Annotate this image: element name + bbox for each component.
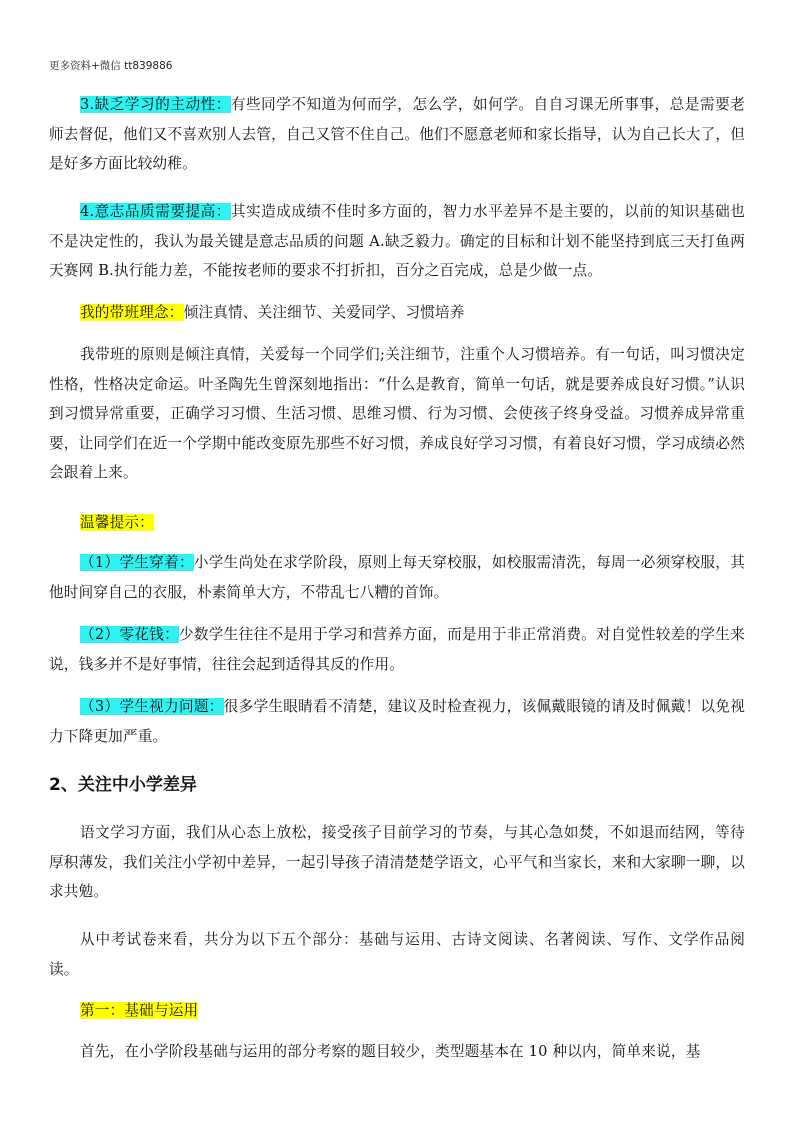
paragraph-text: 我带班的原则是倾注真情，关爱每一个同学们;关注细节，注重个人习惯培养。有一句话，叫习惯决定性格，性格决定命运。叶圣陶先生曾深刻地指出：“什么是教育，简单一句话，就是要养成良好习惯。”认识到习惯异常重要，正确学习习惯、生活习惯、思维习惯、行为习惯、会使孩子终身受益。习惯养成异常重要，让同学们在近一个学期中能改变原先那些不好习惯，养成良好学习习惯，有着良好习惯，学习成绩必然会跟着上来。 — [49, 346, 745, 481]
paragraph-tip-eyesight — [49, 692, 745, 751]
paragraph-text: 小学生尚处在求学阶段，原则上每天穿校服，如校服需清洗，每周一必须穿校服，其他时间穿自己的衣服，朴素简单大方，不带乱七八糟的首饰。 — [49, 554, 745, 601]
paragraph-tip-pocket-money — [49, 620, 745, 679]
paragraph-exam-parts — [49, 925, 745, 984]
section-heading: 2、关注中小学差异 — [49, 775, 197, 795]
paragraph-text: 其实造成成绩不佳时多方面的，智力水平差异不是主要的，以前的知识基础也不是决定性的，我认为最关键是意志品质的问题 A.缺乏毅力。确定的目标和计划不能坚持到底三天打鱼两天赛网 B.执行能力差，不能按老师的要求不打折扣，百分之百完成，总是少做一点。 — [49, 203, 746, 279]
page-header-note: 更多资料+微信 tt839886 — [49, 60, 173, 72]
paragraph-text: 首先，在小学阶段基础与运用的部分考察的题目较少，类型题基本在 10 种以内，简单来说，基 — [80, 1043, 701, 1060]
highlight-label: 第一：基础与运用 — [80, 1002, 199, 1019]
paragraph-willpower — [49, 197, 745, 286]
highlight-label: 我的带班理念： — [80, 304, 184, 321]
paragraph-text: 有些同学不知道为何而学，怎么学，如何学。自自习课无所事事，总是需要老师去督促，他们又不喜欢别人去管，自己又管不住自己。他们不愿意老师和家长指导，认为自己长大了，但是好多方面比较幼稚。 — [49, 96, 746, 172]
paragraph-text: 倾注真情、关注细节、关爱同学、习惯培养 — [183, 304, 465, 321]
highlight-label: （1）学生穿着： — [80, 554, 194, 571]
paragraph-lack-initiative — [49, 90, 745, 179]
paragraph-text: 从中考试卷来看，共分为以下五个部分：基础与运用、古诗文阅读、名著阅读、写作、文学作品阅读。 — [49, 931, 745, 978]
highlight-label: （2）零花钱： — [80, 626, 179, 643]
paragraph-part-one-text — [49, 1037, 745, 1067]
paragraph-text: 少数学生往往不是用于学习和营养方面，而是用于非正常消费。对自觉性较差的学生来说，钱多并不是好事情，往往会起到适得其反的作用。 — [49, 626, 746, 673]
highlight-label: 4.意志品质需要提高： — [80, 203, 231, 220]
highlight-label: 温馨提示： — [80, 514, 154, 531]
paragraph-tips-heading — [49, 508, 745, 538]
paragraph-text: 很多学生眼睛看不清楚，建议及时检查视力，该佩戴眼镜的请及时佩戴！以免视力下降更加严重。 — [49, 698, 745, 745]
paragraph-text: 语文学习方面，我们从心态上放松，接受孩子目前学习的节奏，与其心急如焚，不如退而结网，等待厚积薄发，我们关注小学初中差异，一起引导孩子清清楚楚学语文，心平气和当家长，来和大家聊一聊，以求共勉。 — [49, 824, 745, 900]
highlight-label: 3.缺乏学习的主动性： — [80, 96, 231, 113]
highlight-label: （3）学生视力问题： — [80, 698, 224, 715]
paragraph-tip-clothing — [49, 548, 745, 607]
paragraph-part-one-heading — [49, 996, 745, 1026]
paragraph-habits — [49, 340, 745, 488]
paragraph-chinese-learning — [49, 818, 745, 907]
paragraph-class-philosophy — [49, 298, 745, 328]
